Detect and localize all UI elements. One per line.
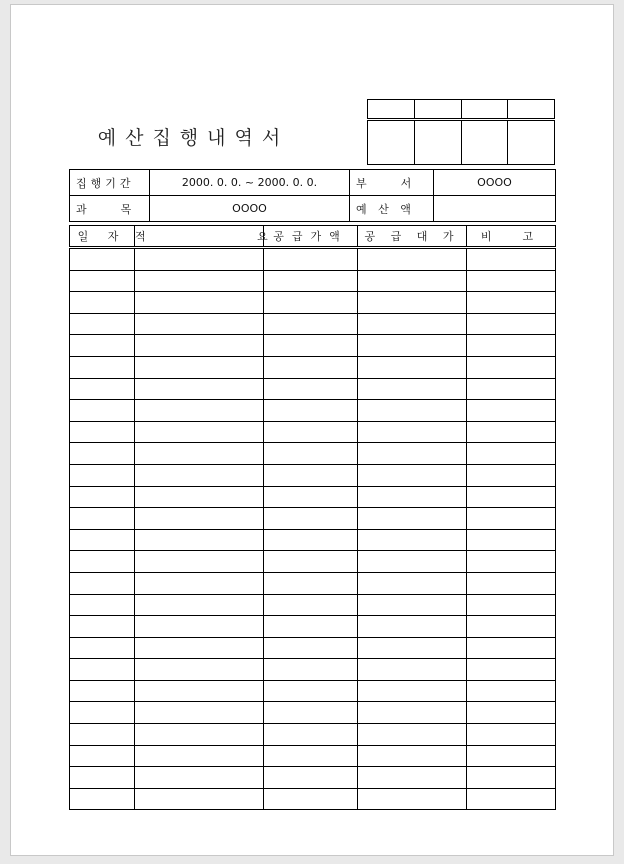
- table-cell: [467, 270, 556, 292]
- table-cell: [135, 551, 264, 573]
- table-cell: [358, 270, 467, 292]
- table-cell: [70, 637, 135, 659]
- table-cell: [467, 788, 556, 810]
- ledger-body: [70, 248, 556, 810]
- subject-value: OOOO: [150, 196, 350, 222]
- table-cell: [467, 616, 556, 638]
- table-row: [70, 378, 556, 400]
- table-cell: [264, 443, 358, 465]
- table-cell: [264, 702, 358, 724]
- table-cell: [135, 464, 264, 486]
- approval-signature-boxes: [367, 99, 555, 165]
- table-cell: [264, 572, 358, 594]
- info-table: [69, 169, 556, 222]
- document-page: [10, 4, 614, 856]
- table-cell: [264, 248, 358, 271]
- table-cell: [70, 292, 135, 314]
- approval-sign-cell: [508, 120, 555, 165]
- table-cell: [70, 788, 135, 810]
- table-cell: [467, 702, 556, 724]
- table-cell: [264, 508, 358, 530]
- table-cell: [264, 724, 358, 746]
- table-cell: [70, 529, 135, 551]
- table-cell: [135, 356, 264, 378]
- table-cell: [467, 464, 556, 486]
- column-header-supply-amount: 공급가액: [264, 226, 358, 248]
- table-cell: [358, 724, 467, 746]
- table-cell: [467, 508, 556, 530]
- table-cell: [264, 529, 358, 551]
- table-row: [70, 551, 556, 573]
- table-cell: [70, 616, 135, 638]
- table-row: [70, 637, 556, 659]
- table-cell: [264, 313, 358, 335]
- table-cell: [135, 529, 264, 551]
- approval-sign-cell: [368, 120, 415, 165]
- table-cell: [467, 421, 556, 443]
- table-row: [70, 572, 556, 594]
- table-cell: [135, 680, 264, 702]
- table-cell: [467, 724, 556, 746]
- table-cell: [70, 464, 135, 486]
- subject-label: 과 목: [70, 196, 150, 222]
- table-cell: [358, 702, 467, 724]
- table-cell: [135, 767, 264, 789]
- table-cell: [70, 378, 135, 400]
- table-cell: [70, 356, 135, 378]
- table-cell: [264, 486, 358, 508]
- approval-header-cell: [368, 100, 415, 120]
- table-cell: [70, 724, 135, 746]
- table-row: [70, 788, 556, 810]
- table-row: [70, 421, 556, 443]
- table-cell: [358, 767, 467, 789]
- approval-sign-cell: [461, 120, 508, 165]
- table-row: [70, 335, 556, 357]
- table-row: [70, 313, 556, 335]
- column-header-supply-price: 공 급 대 가: [358, 226, 467, 248]
- table-cell: [135, 508, 264, 530]
- table-cell: [467, 572, 556, 594]
- table-row: [70, 248, 556, 271]
- table-cell: [358, 680, 467, 702]
- table-row: [70, 724, 556, 746]
- table-cell: [358, 529, 467, 551]
- table-row: [70, 680, 556, 702]
- table-cell: [467, 443, 556, 465]
- table-cell: [70, 767, 135, 789]
- table-cell: [467, 356, 556, 378]
- table-cell: [70, 680, 135, 702]
- table-cell: [264, 659, 358, 681]
- table-cell: [358, 248, 467, 271]
- table-row: [70, 659, 556, 681]
- table-cell: [70, 508, 135, 530]
- table-cell: [358, 616, 467, 638]
- table-row: [70, 529, 556, 551]
- table-cell: [264, 767, 358, 789]
- table-cell: [264, 335, 358, 357]
- table-cell: [135, 616, 264, 638]
- document-title: 예산집행내역서: [97, 127, 290, 149]
- table-cell: [135, 313, 264, 335]
- table-cell: [70, 702, 135, 724]
- table-cell: [70, 313, 135, 335]
- table-cell: [467, 378, 556, 400]
- table-cell: [358, 659, 467, 681]
- period-label: 집행기간: [70, 170, 150, 196]
- table-cell: [264, 356, 358, 378]
- column-header-remarks: 비 고: [467, 226, 556, 248]
- table-cell: [358, 572, 467, 594]
- table-cell: [358, 356, 467, 378]
- table-cell: [467, 292, 556, 314]
- table-cell: [467, 767, 556, 789]
- column-header-description: 적 요: [135, 226, 264, 248]
- approval-header-cell: [461, 100, 508, 120]
- table-cell: [264, 400, 358, 422]
- table-row: [70, 702, 556, 724]
- ledger-table: [69, 225, 556, 810]
- table-cell: [467, 335, 556, 357]
- table-cell: [467, 486, 556, 508]
- table-cell: [135, 745, 264, 767]
- table-cell: [467, 313, 556, 335]
- table-cell: [467, 637, 556, 659]
- table-row: [70, 400, 556, 422]
- table-cell: [358, 551, 467, 573]
- table-cell: [135, 659, 264, 681]
- approval-sign-cell: [414, 120, 461, 165]
- table-cell: [135, 248, 264, 271]
- department-value: OOOO: [434, 170, 556, 196]
- table-cell: [135, 594, 264, 616]
- table-cell: [70, 594, 135, 616]
- ledger-header-row: [70, 226, 556, 248]
- table-row: [70, 616, 556, 638]
- table-row: [70, 292, 556, 314]
- table-cell: [467, 529, 556, 551]
- table-cell: [264, 594, 358, 616]
- table-cell: [264, 464, 358, 486]
- table-cell: [70, 270, 135, 292]
- table-cell: [358, 400, 467, 422]
- table-cell: [135, 637, 264, 659]
- table-row: [70, 443, 556, 465]
- table-cell: [135, 443, 264, 465]
- table-cell: [264, 421, 358, 443]
- table-cell: [358, 745, 467, 767]
- table-cell: [358, 335, 467, 357]
- table-cell: [264, 637, 358, 659]
- table-cell: [358, 421, 467, 443]
- table-row: [70, 745, 556, 767]
- table-row: [70, 486, 556, 508]
- table-cell: [358, 313, 467, 335]
- table-cell: [70, 248, 135, 271]
- table-cell: [135, 400, 264, 422]
- table-cell: [358, 486, 467, 508]
- budget-label: 예 산 액: [350, 196, 434, 222]
- table-cell: [135, 292, 264, 314]
- table-cell: [264, 680, 358, 702]
- table-cell: [70, 551, 135, 573]
- table-cell: [70, 421, 135, 443]
- table-cell: [358, 788, 467, 810]
- table-row: [70, 508, 556, 530]
- budget-value: [434, 196, 556, 222]
- table-cell: [264, 788, 358, 810]
- column-header-date: 일 자: [70, 226, 135, 248]
- table-cell: [70, 659, 135, 681]
- table-cell: [467, 551, 556, 573]
- table-cell: [135, 421, 264, 443]
- table-cell: [135, 724, 264, 746]
- table-row: [70, 464, 556, 486]
- table-row: [70, 594, 556, 616]
- table-cell: [135, 335, 264, 357]
- table-cell: [135, 378, 264, 400]
- table-cell: [70, 443, 135, 465]
- department-label: 부 서: [350, 170, 434, 196]
- approval-header-cell: [414, 100, 461, 120]
- table-cell: [70, 335, 135, 357]
- table-cell: [70, 572, 135, 594]
- table-cell: [264, 745, 358, 767]
- table-cell: [467, 248, 556, 271]
- table-cell: [358, 637, 467, 659]
- table-row: [70, 270, 556, 292]
- table-cell: [358, 464, 467, 486]
- table-cell: [135, 486, 264, 508]
- table-cell: [467, 400, 556, 422]
- table-cell: [264, 292, 358, 314]
- table-cell: [135, 788, 264, 810]
- period-value: 2000. 0. 0. ~ 2000. 0. 0.: [150, 170, 350, 196]
- table-cell: [467, 745, 556, 767]
- table-cell: [135, 702, 264, 724]
- table-cell: [264, 551, 358, 573]
- table-cell: [135, 270, 264, 292]
- table-cell: [358, 594, 467, 616]
- table-cell: [135, 572, 264, 594]
- table-cell: [264, 270, 358, 292]
- table-cell: [358, 443, 467, 465]
- table-cell: [358, 292, 467, 314]
- table-cell: [264, 616, 358, 638]
- table-cell: [467, 594, 556, 616]
- table-cell: [467, 680, 556, 702]
- approval-header-cell: [508, 100, 555, 120]
- table-cell: [264, 378, 358, 400]
- table-row: [70, 767, 556, 789]
- table-cell: [70, 745, 135, 767]
- table-cell: [358, 508, 467, 530]
- table-cell: [358, 378, 467, 400]
- table-cell: [70, 400, 135, 422]
- table-cell: [467, 659, 556, 681]
- table-row: [70, 356, 556, 378]
- table-cell: [70, 486, 135, 508]
